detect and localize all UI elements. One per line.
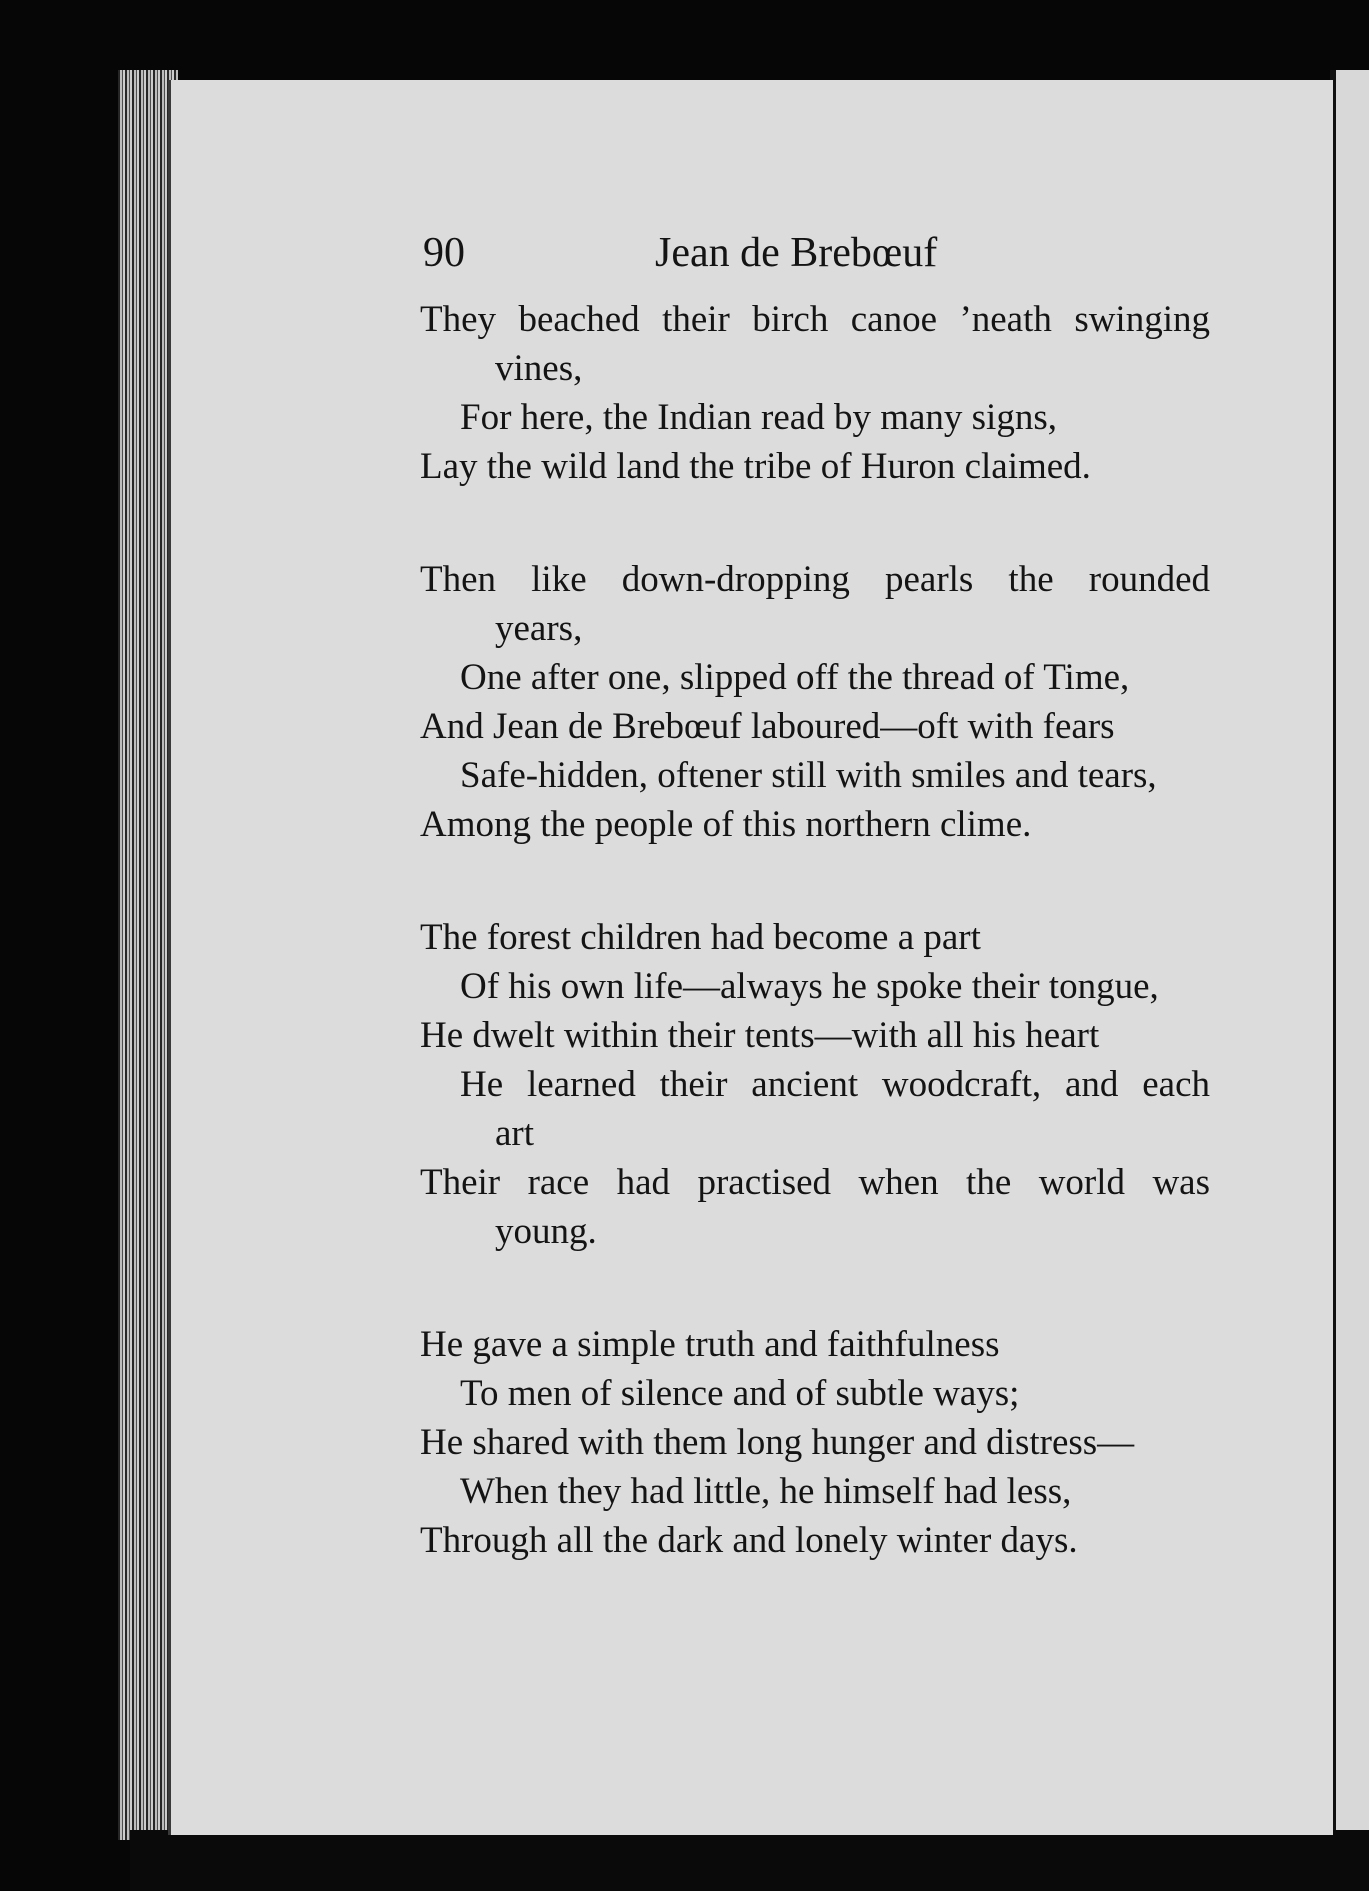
poem-line: young. xyxy=(495,1211,597,1252)
stanza xyxy=(420,1320,1220,1565)
bottom-shadow xyxy=(130,1830,1369,1891)
page-number: 90 xyxy=(423,230,465,276)
stanza xyxy=(420,295,1220,491)
poem-line: Their race had practised when the world was xyxy=(420,1162,1210,1203)
poem-line: Of his own life—always he spoke their tongue, xyxy=(460,966,1159,1007)
poem-line: Through all the dark and lonely winter days. xyxy=(420,1520,1078,1561)
poem-line: Among the people of this northern clime. xyxy=(420,804,1032,845)
stanza xyxy=(420,555,1220,849)
poem-line: years, xyxy=(495,608,583,649)
poem-line: And Jean de Brebœuf laboured—oft with fears xyxy=(420,706,1115,747)
poem-line: He gave a simple truth and faithfulness xyxy=(420,1324,1000,1365)
facing-page-edge xyxy=(1330,70,1369,1850)
poem-line: He learned their ancient woodcraft, and each xyxy=(460,1064,1210,1105)
poem-line: Then like down-dropping pearls the rounded xyxy=(420,559,1210,600)
poem-line: When they had little, he himself had less, xyxy=(460,1471,1072,1512)
poem-line: art xyxy=(495,1113,535,1154)
poem-stanzas xyxy=(420,295,1220,1565)
poem-line: They beached their birch canoe ’neath swinging xyxy=(420,299,1210,340)
poem-line: Safe-hidden, oftener still with smiles and tears, xyxy=(460,755,1157,796)
poem-text-block xyxy=(420,225,1220,1629)
stanza xyxy=(420,913,1220,1256)
poem-line: He shared with them long hunger and distress— xyxy=(420,1422,1135,1463)
poem-line: To men of silence and of subtle ways; xyxy=(460,1373,1020,1414)
running-title: Jean de Brebœuf xyxy=(655,230,938,276)
poem-line: For here, the Indian read by many signs, xyxy=(460,397,1057,438)
poem-line: Lay the wild land the tribe of Huron claimed. xyxy=(420,446,1091,487)
running-head xyxy=(420,225,1220,295)
poem-line: He dwelt within their tents—with all his heart xyxy=(420,1015,1100,1056)
poem-line: One after one, slipped off the thread of Time, xyxy=(460,657,1130,698)
poem-line: The forest children had become a part xyxy=(420,917,981,958)
poem-line: vines, xyxy=(495,348,583,389)
